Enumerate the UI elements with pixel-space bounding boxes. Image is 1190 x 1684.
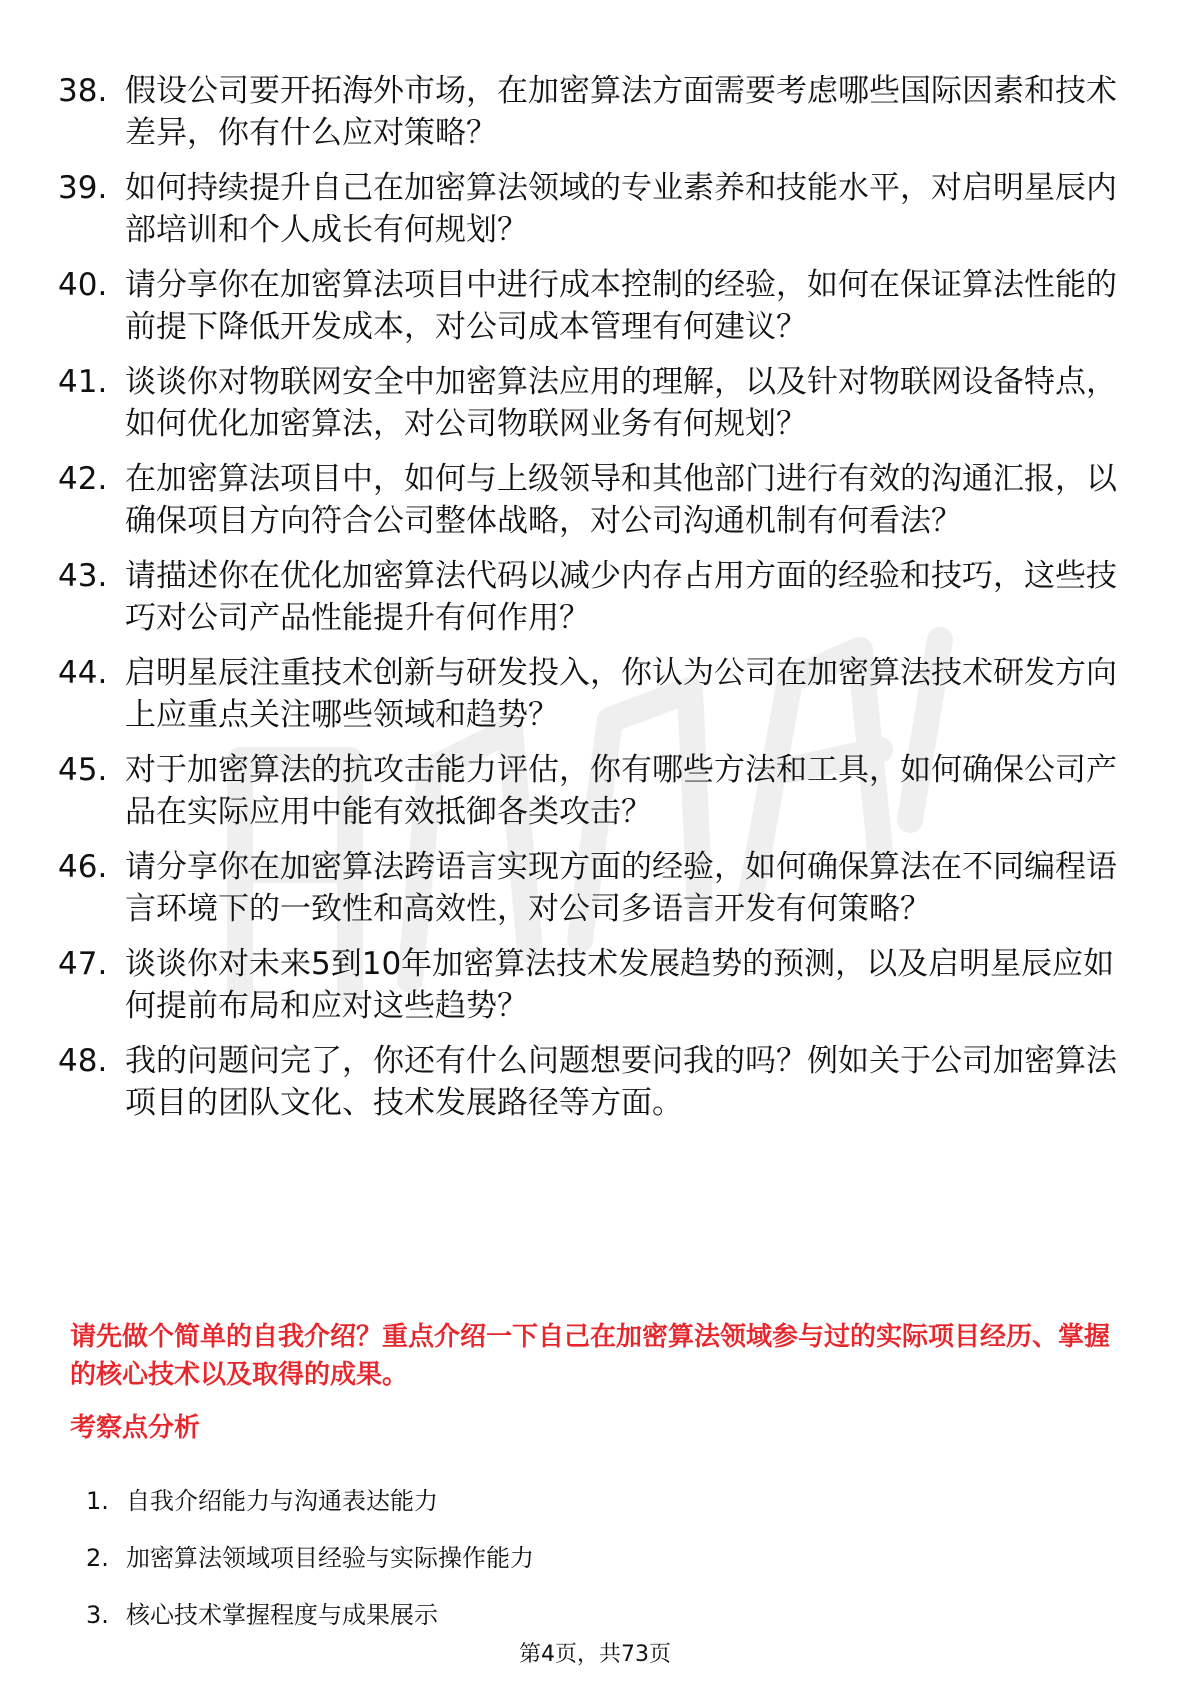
question-text: 我的问题问完了，你还有什么问题想要问我的吗？例如关于公司加密算法项目的团队文化、技术发展路径等方面。 (125, 1043, 1117, 1121)
point-number: 2. (86, 1544, 109, 1572)
question-number: 43. (58, 558, 108, 594)
question-item (58, 1040, 1118, 1124)
question-text: 谈谈你对物联网安全中加密算法应用的理解，以及针对物联网设备特点，如何优化加密算法，对公司物联网业务有何规划？ (125, 364, 1117, 442)
question-text: 谈谈你对未来5到10年加密算法技术发展趋势的预测，以及启明星辰应如何提前布局和应对这些趋势？ (125, 946, 1115, 1024)
question-number: 46. (58, 849, 108, 885)
question-number: 45. (58, 752, 108, 788)
point-number: 3. (86, 1601, 109, 1629)
question-item (58, 749, 1118, 833)
question-text: 假设公司要开拓海外市场，在加密算法方面需要考虑哪些国际因素和技术差异，你有什么应对策略？ (125, 73, 1117, 151)
point-number: 1. (86, 1487, 109, 1515)
point-text: 核心技术掌握程度与成果展示 (126, 1601, 438, 1629)
question-number: 40. (58, 267, 108, 303)
question-number: 39. (58, 170, 108, 206)
question-text: 对于加密算法的抗攻击能力评估，你有哪些方法和工具，如何确保公司产品在实际应用中能有效抵御各类攻击？ (125, 752, 1117, 830)
question-item (58, 361, 1118, 445)
question-text: 在加密算法项目中，如何与上级领导和其他部门进行有效的沟通汇报，以确保项目方向符合公司整体战略，对公司沟通机制有何看法？ (125, 461, 1117, 539)
page-footer: 第4页，共73页 (519, 1642, 671, 1667)
question-text: 启明星辰注重技术创新与研发投入，你认为公司在加密算法技术研发方向上应重点关注哪些领域和趋势？ (125, 655, 1117, 733)
question-item (58, 167, 1118, 251)
highlight-question: 请先做个简单的自我介绍？重点介绍一下自己在加密算法领域参与过的实际项目经历、掌握的核心技术以及取得的成果。 (70, 1322, 1111, 1390)
analysis-points (86, 1485, 534, 1656)
question-item (58, 458, 1118, 542)
analysis-title: 考察点分析 (70, 1413, 201, 1443)
analysis-point (86, 1485, 534, 1518)
question-item (58, 264, 1118, 348)
question-text: 如何持续提升自己在加密算法领域的专业素养和技能水平，对启明星辰内部培训和个人成长有何规划？ (125, 170, 1117, 248)
question-number: 47. (58, 946, 108, 982)
analysis-point (86, 1599, 534, 1632)
point-text: 加密算法领域项目经验与实际操作能力 (126, 1544, 534, 1572)
question-number: 38. (58, 73, 108, 109)
question-number: 42. (58, 461, 108, 497)
question-text: 请分享你在加密算法跨语言实现方面的经验，如何确保算法在不同编程语言环境下的一致性和高效性，对公司多语言开发有何策略？ (125, 849, 1117, 927)
question-item (58, 846, 1118, 930)
question-number: 41. (58, 364, 108, 400)
question-item (58, 70, 1118, 154)
question-text: 请分享你在加密算法项目中进行成本控制的经验，如何在保证算法性能的前提下降低开发成本，对公司成本管理有何建议？ (125, 267, 1117, 345)
question-item (58, 943, 1118, 1027)
analysis-point (86, 1542, 534, 1575)
question-list (58, 70, 1118, 1137)
question-text: 请描述你在优化加密算法代码以减少内存占用方面的经验和技巧，这些技巧对公司产品性能提升有何作用？ (125, 558, 1117, 636)
question-number: 48. (58, 1043, 108, 1079)
point-text: 自我介绍能力与沟通表达能力 (126, 1487, 438, 1515)
question-item (58, 652, 1118, 736)
question-number: 44. (58, 655, 108, 691)
question-item (58, 555, 1118, 639)
